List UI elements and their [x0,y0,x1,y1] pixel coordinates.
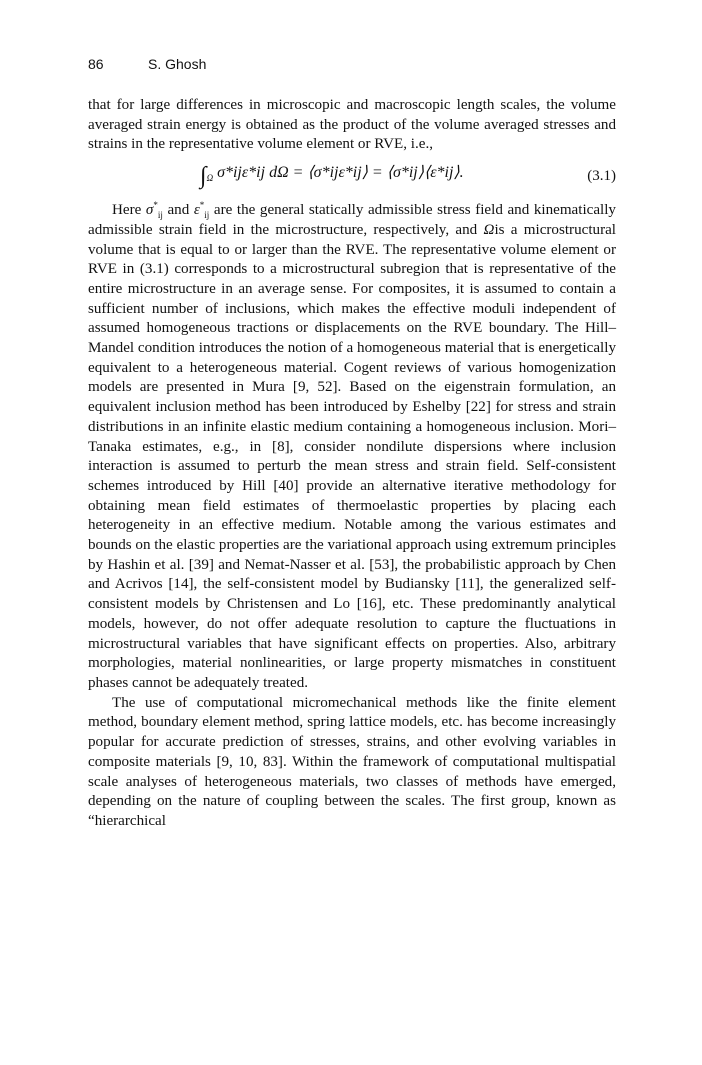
body-text [88,96,616,832]
equation-body [200,163,464,190]
equation-middle: = ⟨σ*ijε*ij⟩ [292,164,368,182]
p2-and: and [162,202,194,219]
sigma-symbol: σ [145,202,154,219]
paragraph-2: Here $\sigma^*_{ij}$ and $\varepsilon^*_{ij}$ are the general statically admissible stress field and kinematically admissible strain field in the microstructure, respectively, and Ωis a microstructural volume that is equal to or larger than the RVE. The representative volume element or RVE in (3.1) corresponds to a microstructural subregion that is representative of the entire microstructure in an average sense. For composites, it is assumed to contain a sufficient number of inclusions, which makes the effective moduli independent of assumed homogeneous tractions or displacements on the RVE boundary. The Hill–Mandel condition introduces the notion of a homogeneous material that is energetically equivalent to a heterogeneous material. Cogent reviews of various homogenization models are presented in Mura [9, 52]. Based on the eigenstrain formulation, an equivalent inclusion method has been introduced by Eshelby [22] for stress and strain distributions in an infinite elastic medium containing a homogeneous inclusion. Mori–Tanaka estimates, e.g., in [8], consider nondilute dispersions where inclusion interaction is assumed to perturb the mean stress and strain field. Self-consistent schemes introduced by Hill [40] provide an alternative iterative methodology for obtaining mean field estimates of thermoelastic properties by placing each heterogeneity in an effective medium. Notable among the various estimates and bounds on the elastic properties are the variational approach using extremum principles by Hashin et al. [39] and Nemat-Nasser et al. [53], the probabilistic approach by Chen and Acrivos [14], the self-consistent model by Budiansky [11], the generalized self-consistent models by Christensen and Lo [16], etc. These predominantly analytical models, however, do not offer adequate resolution to capture the fluctuations in microstructural variables that have significant effects on properties. Also, arbitrary morphologies, material nonlinearities, or large property mismatches in constituent phases cannot be adequately treated. [88,200,616,691]
omega-symbol: Ω [483,221,495,238]
epsilon-symbol: ε [193,202,200,219]
equation-rhs: = ⟨σ*ij⟩⟨ε*ij⟩. [371,164,464,182]
equation-number: (3.1) [587,168,616,185]
p2-lead: Here [112,202,146,219]
equation-integrand: σ*ijε*ij dΩ [217,164,289,182]
paragraph-1: that for large differences in microscopic and macroscopic length scales, the volume averaged strain energy is obtained as the product of the volume averaged stresses and strains in the representative volume element or RVE, i.e., [88,97,616,153]
integral-domain: Ω [206,173,214,184]
p2-after-symbols: are the general statically admissible stress field and kinematically admissible strain field in the microstructure, respectively, and [88,202,616,238]
integral-sign: ∫ [200,163,207,190]
author-name: S. Ghosh [148,56,207,72]
p2-rest: is a microstructural volume that is equal to or larger than the RVE. The representative volume element or RVE in (3.1) corresponds to a microstructural subregion that is representative of the entire microstructure in an average sense. For composites, it is assumed to contain a sufficient number of inclusions, which makes the effective moduli independent of assumed homogeneous tractions or displacements on the RVE boundary. The Hill–Mandel condition introduces the notion of a homogeneous material that is energetically equivalent to a heterogeneous material. Cogent reviews of various homogenization models are presented in Mura [9, 52]. Based on the eigenstrain formulation, an equivalent inclusion method has been introduced by Eshelby [22] for stress and strain distributions in an infinite elastic medium containing a homogeneous inclusion. Mori–Tanaka estimates, e.g., in [8], consider nondilute dispersions where inclusion interaction is assumed to perturb the mean stress and strain field. Self-consistent schemes introduced by Hill [40] provide an alternative iterative methodology for obtaining mean field estimates of thermoelastic properties by placing each heterogeneity in an effective medium. Notable among the various estimates and bounds on the elastic properties are the variational approach using extremum principles by Hashin et al. [39] and Nemat-Nasser et al. [53], the probabilistic approach by Chen and Acrivos [14], the self-consistent model by Budiansky [11], the generalized self-consistent models by Christensen and Lo [16], etc. These predominantly analytical models, however, do not offer adequate resolution to capture the fluctuations in microstructural variables that have significant effects on properties. Also, arbitrary morphologies, material nonlinearities, or large property mismatches in constituent phases cannot be adequately treated. [88,221,616,691]
page-number: 86 [88,56,104,72]
paragraph-3: The use of computational micromechanical methods like the finite element method, boundary element method, spring lattice models, etc. has become increasingly popular for accurate prediction of stresses, strains, and other evolving variables in composite materials [9, 10, 83]. Within the framework of computational multispatial scale analyses of heterogeneous materials, two classes of methods have emerged, depending on the nature of coupling between the scales. The first group, known as “hierarchical [88,694,616,829]
equation-3-1 [88,159,616,195]
running-header [88,56,206,72]
